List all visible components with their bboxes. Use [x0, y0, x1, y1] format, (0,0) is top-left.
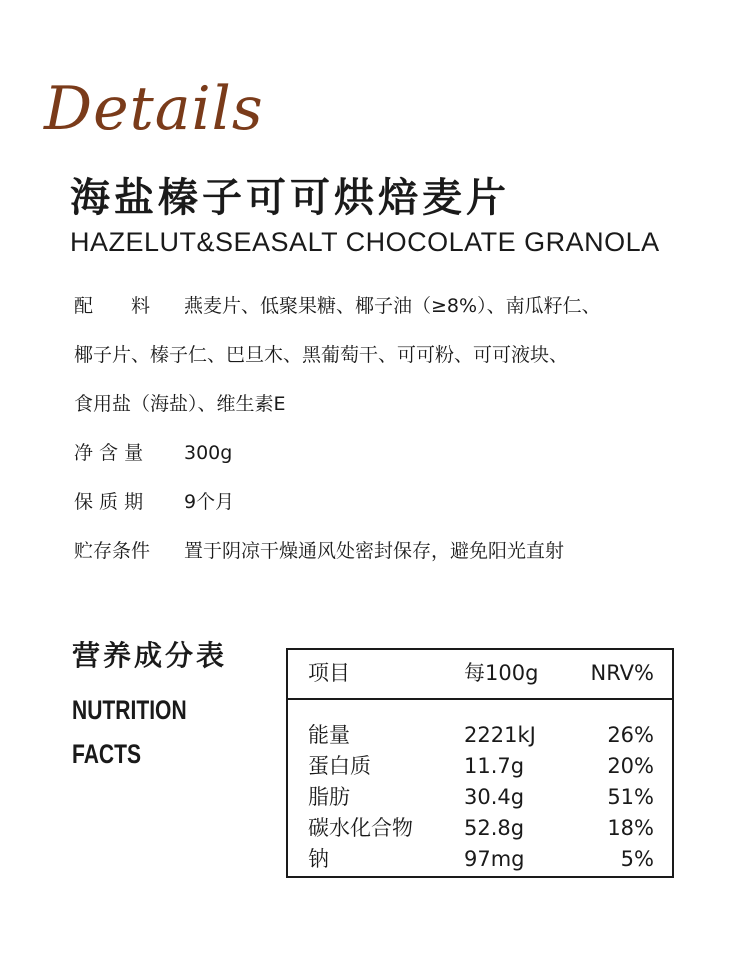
- table-header: [288, 650, 672, 700]
- nutrient-nrv: 5%: [620, 847, 654, 871]
- storage-value: 置于阴凉干燥通风处密封保存，避免阳光直射: [184, 540, 565, 562]
- nutrient-per-100g: 11.7g: [464, 754, 525, 778]
- nutrient-per-100g: 97mg: [464, 847, 525, 871]
- table-row: [288, 751, 672, 782]
- nutrient-name: 能量: [308, 723, 350, 747]
- table-row: [288, 844, 672, 875]
- nutrient-name: 碳水化合物: [308, 816, 413, 840]
- nutrient-nrv: 20%: [607, 754, 654, 778]
- nutrient-name: 脂肪: [308, 785, 350, 809]
- product-details: [74, 282, 714, 576]
- header-item: 项目: [308, 661, 350, 685]
- nutrient-per-100g: 30.4g: [464, 785, 525, 809]
- ingredients-row: [74, 282, 714, 331]
- net-content-row: [74, 429, 714, 478]
- ingredients-continuation: 食用盐（海盐）、维生素E: [74, 393, 286, 415]
- shelf-life-label: 保 质 期: [74, 491, 144, 513]
- table-row: [288, 782, 672, 813]
- ingredients-label: 配 料: [74, 295, 151, 317]
- nutrition-table: [286, 648, 674, 878]
- nutrient-nrv: 26%: [607, 723, 654, 747]
- nutrient-nrv: 51%: [607, 785, 654, 809]
- nutrient-name: 钠: [308, 847, 329, 871]
- brand-logo: Details: [44, 74, 264, 144]
- nutrition-title-en-line: NUTRITION: [72, 695, 187, 725]
- ingredients-continuation: 椰子片、榛子仁、巴旦木、黑葡萄干、可可粉、可可液块、: [74, 344, 569, 366]
- table-body: [288, 720, 672, 875]
- ingredients-value: 燕麦片、低聚果糖、椰子油（≥8%）、南瓜籽仁、: [184, 295, 601, 317]
- nutrition-title-en: [72, 688, 187, 776]
- storage-row: [74, 527, 714, 576]
- nutrient-per-100g: 2221kJ: [464, 723, 536, 747]
- header-per-100g: 每100g: [464, 661, 539, 685]
- table-row: [288, 813, 672, 844]
- nutrient-per-100g: 52.8g: [464, 816, 525, 840]
- nutrient-nrv: 18%: [607, 816, 654, 840]
- nutrition-title-en-line: FACTS: [72, 739, 142, 769]
- table-row: [288, 720, 672, 751]
- shelf-life-row: [74, 478, 714, 527]
- product-title-cn: 海盐榛子可可烘焙麦片: [70, 175, 510, 221]
- nutrition-title-cn: 营养成分表: [72, 639, 228, 672]
- storage-label: 贮存条件: [74, 540, 151, 562]
- net-content-value: 300g: [184, 442, 233, 464]
- shelf-life-value: 9个月: [184, 491, 235, 513]
- net-content-label: 净 含 量: [74, 442, 144, 464]
- nutrient-name: 蛋白质: [308, 754, 371, 778]
- header-nrv: NRV%: [590, 661, 654, 685]
- product-title-en: HAZELUT&SEASALT CHOCOLATE GRANOLA: [70, 227, 660, 257]
